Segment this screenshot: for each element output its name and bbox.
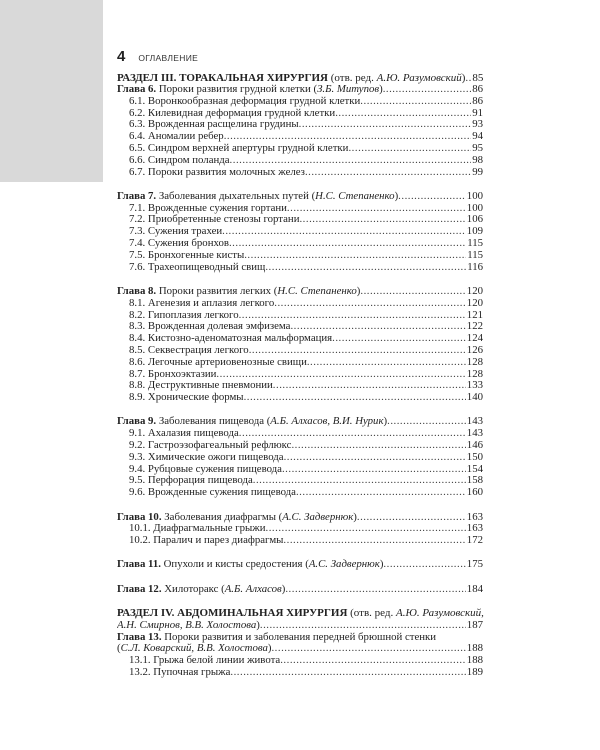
toc-entry-title: 6.7. Пороки развития молочных желез: [129, 166, 305, 178]
toc-entry[interactable]: [117, 310, 483, 322]
page-ref: 128: [466, 356, 483, 368]
toc-entry[interactable]: [117, 357, 483, 369]
page-ref: 189: [466, 666, 483, 678]
table-of-contents: [117, 72, 483, 691]
toc-entry-title: 7.3. Сужения трахеи: [129, 226, 223, 238]
toc-entry[interactable]: [117, 262, 483, 274]
toc-entry[interactable]: [117, 535, 483, 547]
page-ref: 187: [466, 619, 483, 631]
page-ref: 184: [466, 583, 483, 595]
toc-entry[interactable]: [117, 203, 483, 215]
section-4: [117, 608, 483, 679]
chapter-7: [117, 191, 483, 274]
chapter-13-heading[interactable]: Глава 13. Пороки развития и заболевания передней брюшной стенки (С.Л. Коварский, В.В. Холостова) ..... 188: [117, 632, 483, 656]
toc-entry-title: 8.7. Бронхоэктазии: [129, 368, 217, 380]
toc-entry[interactable]: [117, 119, 483, 131]
toc-entry-title: 13.2. Пупочная грыжа: [129, 666, 231, 678]
toc-entry-title: 9.4. Рубцовые сужения пищевода: [129, 463, 282, 475]
page-ref: 115: [467, 249, 483, 261]
toc-entry-title: 9.1. Ахалазия пищевода: [129, 428, 239, 440]
page-ref: 120: [466, 297, 483, 309]
toc-entry[interactable]: [117, 298, 483, 310]
toc-entry[interactable]: [117, 96, 483, 108]
page-ref: 163: [466, 511, 483, 523]
page-ref: 160: [466, 487, 483, 499]
toc-entry[interactable]: [117, 655, 483, 667]
page-ref: 128: [466, 368, 483, 380]
toc-entry[interactable]: [117, 475, 483, 487]
toc-entry-title: 6.6. Синдром поланда: [129, 154, 230, 166]
chapter-12-heading[interactable]: Глава 12. Хилоторакс (А.Б. Алхасов) ..... 184: [117, 584, 483, 596]
toc-entry-title: 10.1. Диафрагмальные грыжи: [129, 523, 266, 535]
chapter-10-items: [117, 523, 483, 547]
chapter-6: [117, 84, 483, 178]
toc-entry[interactable]: [117, 155, 483, 167]
toc-entry-title: 6.5. Синдром верхней апертуры грудной клетки: [129, 142, 349, 154]
chapter-8: [117, 286, 483, 404]
page-edge-tab: [0, 0, 103, 182]
toc-entry[interactable]: [117, 321, 483, 333]
page-ref: 172: [466, 535, 483, 547]
toc-entry-title: 8.5. Секвестрация легкого: [129, 344, 249, 356]
page-ref: 133: [466, 380, 483, 392]
chapter-10-heading[interactable]: Глава 10. Заболевания диафрагмы (А.С. Задвернюк) ..... 163: [117, 512, 483, 524]
toc-entry[interactable]: [117, 226, 483, 238]
chapter-9-items: [117, 428, 483, 499]
page-ref: 163: [466, 523, 483, 535]
toc-entry-title: 7.5. Бронхогенные кисты: [129, 249, 245, 261]
section-4-heading[interactable]: РАЗДЕЛ IV. АБДОМИНАЛЬНАЯ ХИРУРГИЯ (отв. ред. А.Ю. Разумовский, А.Н. Смирнов, В.В. Холостова) ..... 187: [117, 608, 483, 632]
chapter-13: [117, 632, 483, 679]
page-ref: 106: [466, 214, 483, 226]
chapter-8-items: [117, 298, 483, 404]
toc-entry-title: 6.1. Воронкообразная деформация грудной клетки: [129, 95, 361, 107]
toc-entry[interactable]: [117, 167, 483, 179]
section-3-heading[interactable]: РАЗДЕЛ III. ТОРАКАЛЬНАЯ ХИРУРГИЯ (отв. ред. А.Ю. Разумовский) ..... 85: [117, 72, 483, 84]
chapter-8-heading[interactable]: Глава 8. Пороки развития легких (Н.С. Степаненко) ..... 120: [117, 286, 483, 298]
toc-entry[interactable]: [117, 392, 483, 404]
toc-entry[interactable]: [117, 108, 483, 120]
toc-entry[interactable]: [117, 464, 483, 476]
page-ref: 188: [466, 655, 483, 667]
toc-entry-title: 9.2. Гастроэзофагеальный рефлюкс: [129, 440, 292, 452]
toc-entry-title: 13.1. Грыжа белой линии живота: [129, 655, 281, 667]
chapter-11: [117, 559, 483, 571]
running-title: ОГЛАВЛЕНИЕ: [138, 53, 199, 63]
page-ref: 86: [472, 95, 483, 107]
toc-entry[interactable]: [117, 131, 483, 143]
toc-entry-title: 8.3. Врожденная долевая эмфизема: [129, 321, 291, 333]
toc-entry[interactable]: [117, 523, 483, 535]
toc-entry-title: 8.4. Кистозно-аденоматозная мальформация: [129, 333, 333, 345]
page-ref: 86: [472, 84, 483, 95]
page-ref: 158: [466, 475, 483, 487]
toc-entry[interactable]: [117, 440, 483, 452]
chapter-10: [117, 512, 483, 547]
page-ref: 124: [466, 333, 483, 345]
chapter-12: [117, 584, 483, 596]
chapter-7-heading[interactable]: Глава 7. Заболевания дыхательных путей (Н.С. Степаненко) ..... 100: [117, 191, 483, 203]
page-ref: 175: [466, 559, 483, 571]
chapter-11-heading[interactable]: Глава 11. Опухоли и кисты средостения (А.С. Задвернюк) ..... 175: [117, 559, 483, 571]
toc-entry[interactable]: [117, 345, 483, 357]
page-ref: 188: [466, 643, 483, 655]
chapter-7-items: [117, 203, 483, 274]
toc-entry-title: 9.3. Химические ожоги пищевода: [129, 451, 284, 463]
toc-entry-title: 8.2. Гипоплазия легкого: [129, 309, 239, 321]
page-ref: 143: [466, 416, 483, 428]
page-number: 4: [117, 48, 126, 65]
page-ref: 93: [472, 119, 483, 131]
page-ref: 143: [466, 428, 483, 440]
page-ref: 100: [466, 190, 483, 202]
page-ref: 99: [472, 166, 483, 178]
chapter-6-items: [117, 96, 483, 179]
toc-entry-title: 8.6. Легочные артериовенозные свищи: [129, 356, 307, 368]
chapter-9: [117, 416, 483, 499]
page-ref: 98: [472, 154, 483, 166]
toc-entry-title: 7.6. Трахеопищеводный свищ: [129, 261, 266, 273]
chapter-6-heading[interactable]: Глава 6. Пороки развития грудной клетки (З.Б. Митупов) ..... 86: [117, 84, 483, 96]
toc-entry[interactable]: [117, 487, 483, 499]
toc-entry[interactable]: [117, 369, 483, 381]
toc-entry-title: 7.2. Приобретенные стенозы гортани: [129, 214, 300, 226]
toc-entry-title: 9.5. Перфорация пищевода: [129, 475, 253, 487]
chapter-13-items: [117, 655, 483, 679]
page-ref: 120: [466, 285, 483, 297]
toc-entry[interactable]: [117, 143, 483, 155]
toc-entry-title: 6.4. Аномалии ребер: [129, 131, 224, 143]
page-ref: 100: [466, 202, 483, 214]
page-ref: 126: [466, 344, 483, 356]
page-ref: 146: [466, 440, 483, 452]
toc-entry-title: 8.1. Агенезия и аплазия легкого: [129, 297, 275, 309]
page-ref: 85: [472, 72, 483, 84]
page-ref: 109: [466, 226, 483, 238]
page-ref: 122: [466, 321, 483, 333]
toc-entry[interactable]: [117, 238, 483, 250]
toc-entry[interactable]: [117, 214, 483, 226]
section-3: [117, 72, 483, 178]
page-ref: 140: [466, 392, 483, 404]
toc-entry[interactable]: [117, 250, 483, 262]
page-ref: 154: [466, 463, 483, 475]
page-ref: 95: [472, 142, 483, 154]
toc-entry[interactable]: [117, 380, 483, 392]
toc-entry-title: 6.3. Врожденная расщелина грудины: [129, 119, 299, 131]
page-ref: 91: [472, 107, 483, 119]
toc-entry[interactable]: [117, 667, 483, 679]
toc-entry-title: 8.8. Деструктивные пневмонии: [129, 380, 273, 392]
toc-entry-title: 7.4. Сужения бронхов: [129, 238, 229, 250]
toc-entry-title: 8.9. Хронические формы: [129, 392, 244, 404]
toc-entry-title: 10.2. Паралич и парез диафрагмы: [129, 535, 284, 547]
toc-entry-title: 7.1. Врожденные сужения гортани: [129, 202, 287, 214]
toc-entry[interactable]: [117, 428, 483, 440]
toc-entry[interactable]: [117, 333, 483, 345]
page-ref: 121: [466, 309, 483, 321]
toc-entry-title: 9.6. Врожденные сужения пищевода: [129, 487, 296, 499]
chapter-9-heading[interactable]: Глава 9. Заболевания пищевода (А.Б. Алхасов, В.И. Нурик) ..... 143: [117, 416, 483, 428]
page-ref: 116: [467, 261, 483, 273]
page-header: [117, 48, 198, 65]
page-ref: 94: [472, 131, 483, 143]
page-ref: 150: [466, 451, 483, 463]
toc-entry[interactable]: [117, 452, 483, 464]
toc-entry-title: 6.2. Килевидная деформация грудной клетки: [129, 107, 336, 119]
page-ref: 115: [467, 238, 483, 250]
